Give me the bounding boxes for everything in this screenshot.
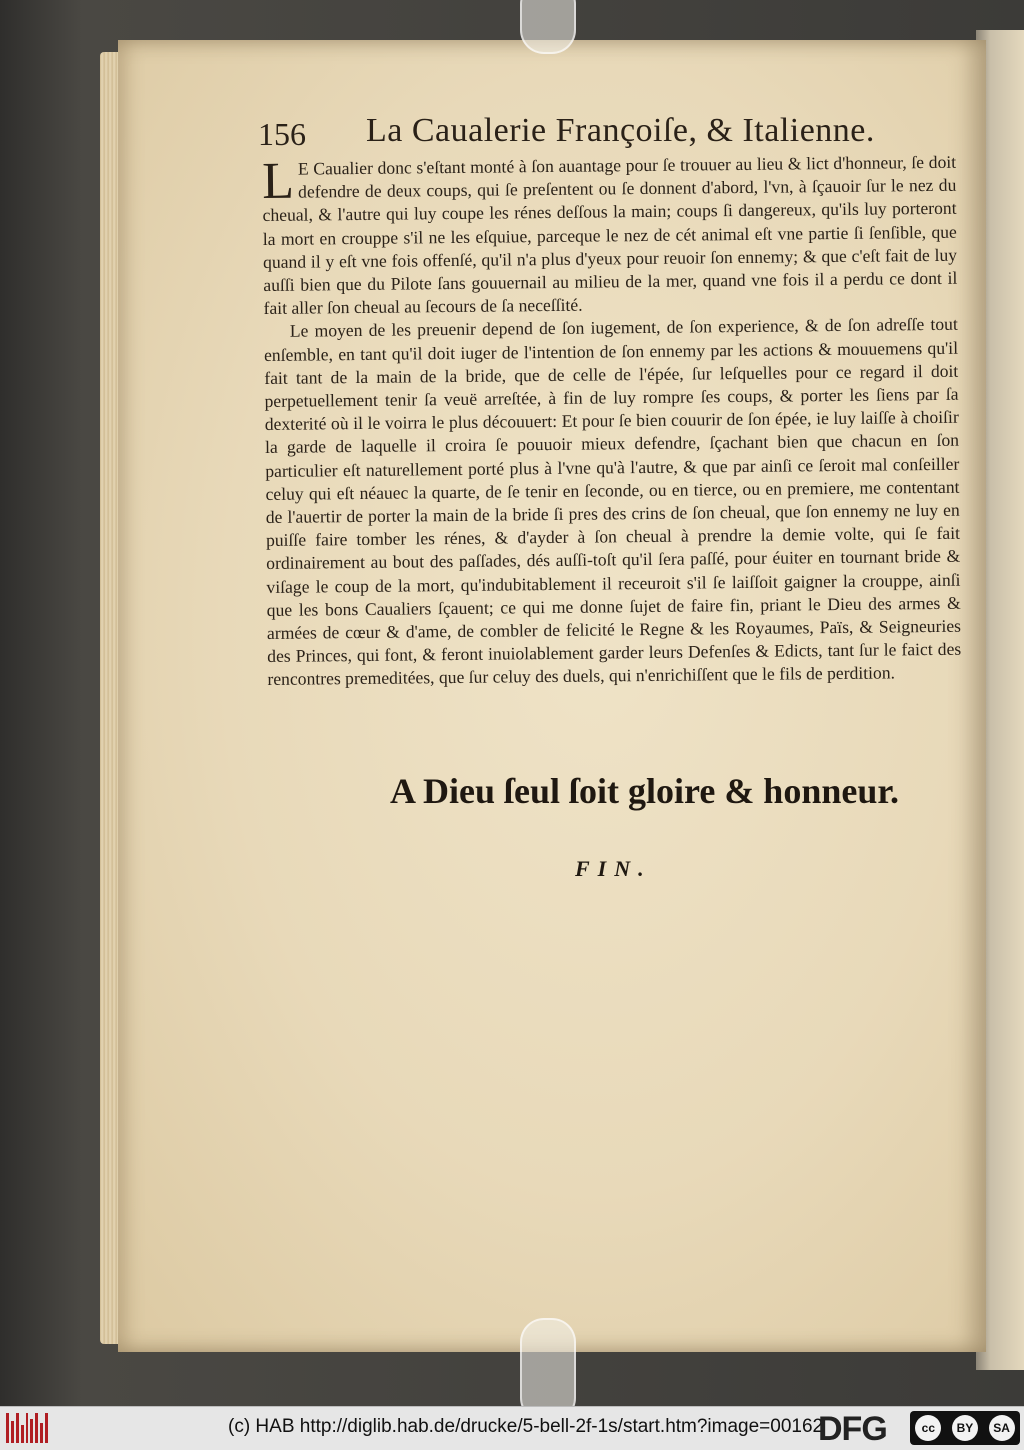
body-text xyxy=(262,151,962,692)
cc-icon: cc xyxy=(915,1415,941,1441)
viewer-footer xyxy=(0,1406,1024,1450)
hab-logo-icon xyxy=(6,1413,48,1443)
by-icon: BY xyxy=(952,1415,978,1441)
closing-line: A Dieu ſeul ſoit gloire & honneur. xyxy=(390,771,900,811)
page-number: 156 xyxy=(258,116,306,152)
running-title: La Caualerie Françoiſe, & Italienne. xyxy=(366,112,875,149)
cc-license-badge[interactable] xyxy=(910,1411,1020,1445)
paragraph-1: LE Caualier donc s'eſtant monté à ſon auantage pour ſe trouuer au lieu & lict d'honneur, ſe doit defendre de deux coups, qui ſe preſentent ou ſe donnent d'abord, l'vn, à ſçauoir ſur le nez du cheual, & l'autre qui luy coupe les rénes deſſous la main; coups ſi dangereux, qu'ils luy porteront la mort en crouppe s'il ne les eſquiue, parceque le nez de cét animal eſt vne partie ſi ſenſible, que quand il y eſt vne fois offenſé, qu'il n'a plus d'yeux pour reuoir ſon ennemy; & que c'eſt fait de luy auſſi bien que du Pilote ſans gouuernail au milieu de la mer, quand vne fois il a perdu ce dont il fait aller ſon cheual au ſecours de ſa neceſſité. xyxy=(261,151,958,319)
page-clip-top xyxy=(520,0,576,54)
sa-icon: SA xyxy=(989,1415,1015,1441)
fin-mark: FIN. xyxy=(575,856,652,881)
dfg-logo: DFG xyxy=(818,1410,887,1448)
paragraph-2: Le moyen de les preuenir depend de ſon iugement, de ſon experience, & de ſon adreſſe tout enſemble, en tant qu'il doit iuger de l'intention de ſon ennemy par les actions & mouuemens qu'il fait tant de la main de la bride, que de celle de l'épée, ſur leſquelles pour ce regard il doit perpetuellement tenir ſa veuë arreſtée, à fin de luy rompre ſes coups, & porter les ſiens par ſa dexterité où il le voirra le plus découuert: Et pour ſe bien couurir de ſon épée, ie luy laiſſe à choiſir la garde de laquelle il croira ſe pouuoir mieux defendre, ſçachant bien que chacun en ſon particulier eſt naturellement porté plus à l'vne qu'à l'autre, & que par ainſi ce ſeroit mal conſeiller celuy qui eſt néauec la quarte, de ſe tenir en ſeconde, ou en tierce, ou en premiere, me contentant de l'auertir de porter la main de la bride ſi pres des crins de ſon cheual, que ſon ennemy ne luy en puiſſe faire tomber les rénes, & d'ayder à ſon cheual à prendre la demie volte, qui ſe fait ordinairement au bout des paſſades, dés auſſi-toſt qu'il ſera paſſé, pour éuiter en tournant bride & viſage le coup de la mort, qu'indubitablement il receuroit s'il ſe laiſſoit gaigner la crouppe, ainſi que les bons Caualiers ſçauent; ce qui me donne ſujet de faire fin, priant le Dieu des armes & armées de cœur & d'ame, de combler de felicité le Regne & les Royaumes, Païs, & Seigneuries des Princes, qui font, & feront inuiolablement garder leurs Defenſes & Edicts, tant ſur le faict des rencontres premeditées, que ſur celuy des duels, qui n'enrichiſſent que le fils de perdition. xyxy=(263,314,962,690)
copyright-link[interactable]: (c) HAB http://diglib.hab.de/drucke/5-bell-2f-1s/start.htm?image=00162 xyxy=(228,1416,824,1437)
